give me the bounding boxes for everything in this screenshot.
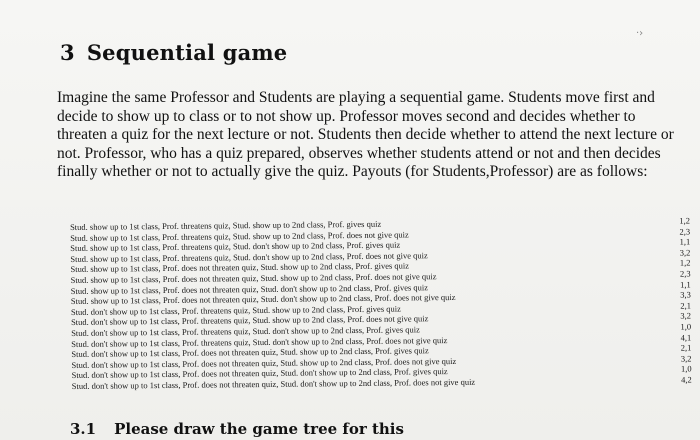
payoff-description: Stud. show up to 1st class, Prof. does not threaten quiz, Stud. show up to 2nd class, Prof. does not give quiz: [70, 271, 437, 285]
payoff-value: 2,3: [679, 226, 691, 237]
intro-paragraph: Imagine the same Professor and Students are playing a sequential game. Students move first and decide to show up to class or to not show up. Professor moves second and decides whether to threaten a quiz for the next lecture or not. Students then decide whether to attend the next lecture or not. Professor, who has a quiz prepared, observes whether students attend or not and then decides finally whether or not to actually give the quiz. Payouts (for Students,Professor) are as follows:: [57, 89, 674, 180]
section-heading: [60, 40, 287, 65]
payoff-value: 2,1: [680, 342, 692, 353]
payoff-description: Stud. show up to 1st class, Prof. does not threaten quiz, Stud. show up to 2nd class, Prof. gives quiz: [70, 260, 410, 275]
payoff-description: Stud. don't show up to 1st class, Prof. threatens quiz, Stud. show up to 2nd class, Prof. gives quiz: [70, 303, 401, 317]
payoff-description: Stud. don't show up to 1st class, Prof. does not threaten quiz, Stud. show up to 2nd class, Prof. does not give quiz: [71, 355, 457, 370]
payoff-description: Stud. don't show up to 1st class, Prof. threatens quiz, Stud. don't show up to 2nd class, Prof. does not give quiz: [71, 334, 448, 349]
payoff-description: Stud. show up to 1st class, Prof. threatens quiz, Stud. show up to 2nd class, Prof. gives quiz: [70, 218, 382, 232]
payoff-description: Stud. show up to 1st class, Prof. threatens quiz, Stud. show up to 2nd class, Prof. does not give quiz: [70, 229, 409, 243]
section-title: Sequential game: [86, 40, 288, 65]
payoff-value: 3,3: [680, 289, 691, 300]
payoff-value: 1,0: [680, 321, 692, 332]
subsection-title: Please draw the game tree for this: [114, 420, 404, 438]
payoff-description: Stud. don't show up to 1st class, Prof. does not threaten quiz, Stud. don't show up to 2nd class, Prof. does not give quiz: [71, 376, 476, 391]
payoff-list: [70, 216, 692, 392]
page-mark-icon: ·›: [636, 28, 644, 39]
section-number: 3: [60, 40, 75, 65]
payoff-description: Stud. don't show up to 1st class, Prof. threatens quiz, Stud. don't show up to 2nd class, Prof. gives quiz: [71, 324, 420, 338]
payoff-value: 1,1: [680, 279, 691, 290]
payoff-description: Stud. don't show up to 1st class, Prof. does not threaten quiz, Stud. don't show up to 2nd class, Prof. gives quiz: [71, 366, 448, 381]
payoff-value: 1,2: [679, 257, 691, 268]
subsection-heading: [70, 420, 404, 438]
payoff-description: Stud. show up to 1st class, Prof. threatens quiz, Stud. don't show up to 2nd class, Prof. gives quiz: [70, 239, 401, 254]
payoff-value: 3,2: [680, 310, 692, 321]
payoff-value: 4,2: [681, 374, 692, 385]
payoff-description: Stud. show up to 1st class, Prof. threatens quiz, Stud. don't show up to 2nd class, Prof. does not give quiz: [70, 250, 428, 264]
subsection-number: 3.1: [70, 420, 97, 438]
payoff-value: 3,2: [680, 353, 692, 364]
payoff-value: 1,0: [680, 363, 692, 374]
payoff-value: 1,1: [679, 236, 691, 247]
payoff-value: 2,3: [679, 268, 691, 279]
payoff-value: 4,1: [680, 332, 692, 343]
payoff-value: 2,1: [680, 300, 691, 311]
payoff-description: Stud. show up to 1st class, Prof. does not threaten quiz, Stud. don't show up to 2nd class, Prof. does not give quiz: [70, 292, 456, 307]
payoff-description: Stud. don't show up to 1st class, Prof. does not threaten quiz, Stud. show up to 2nd class, Prof. gives quiz: [71, 345, 429, 360]
payoff-description: Stud. don't show up to 1st class, Prof. threatens quiz, Stud. show up to 2nd class, Prof. does not give quiz: [70, 313, 429, 328]
payoff-value: 3,2: [679, 247, 691, 258]
payoff-description: Stud. show up to 1st class, Prof. does not threaten quiz, Stud. don't show up to 2nd class, Prof. gives quiz: [70, 281, 429, 296]
payoff-value: 1,2: [679, 215, 691, 226]
